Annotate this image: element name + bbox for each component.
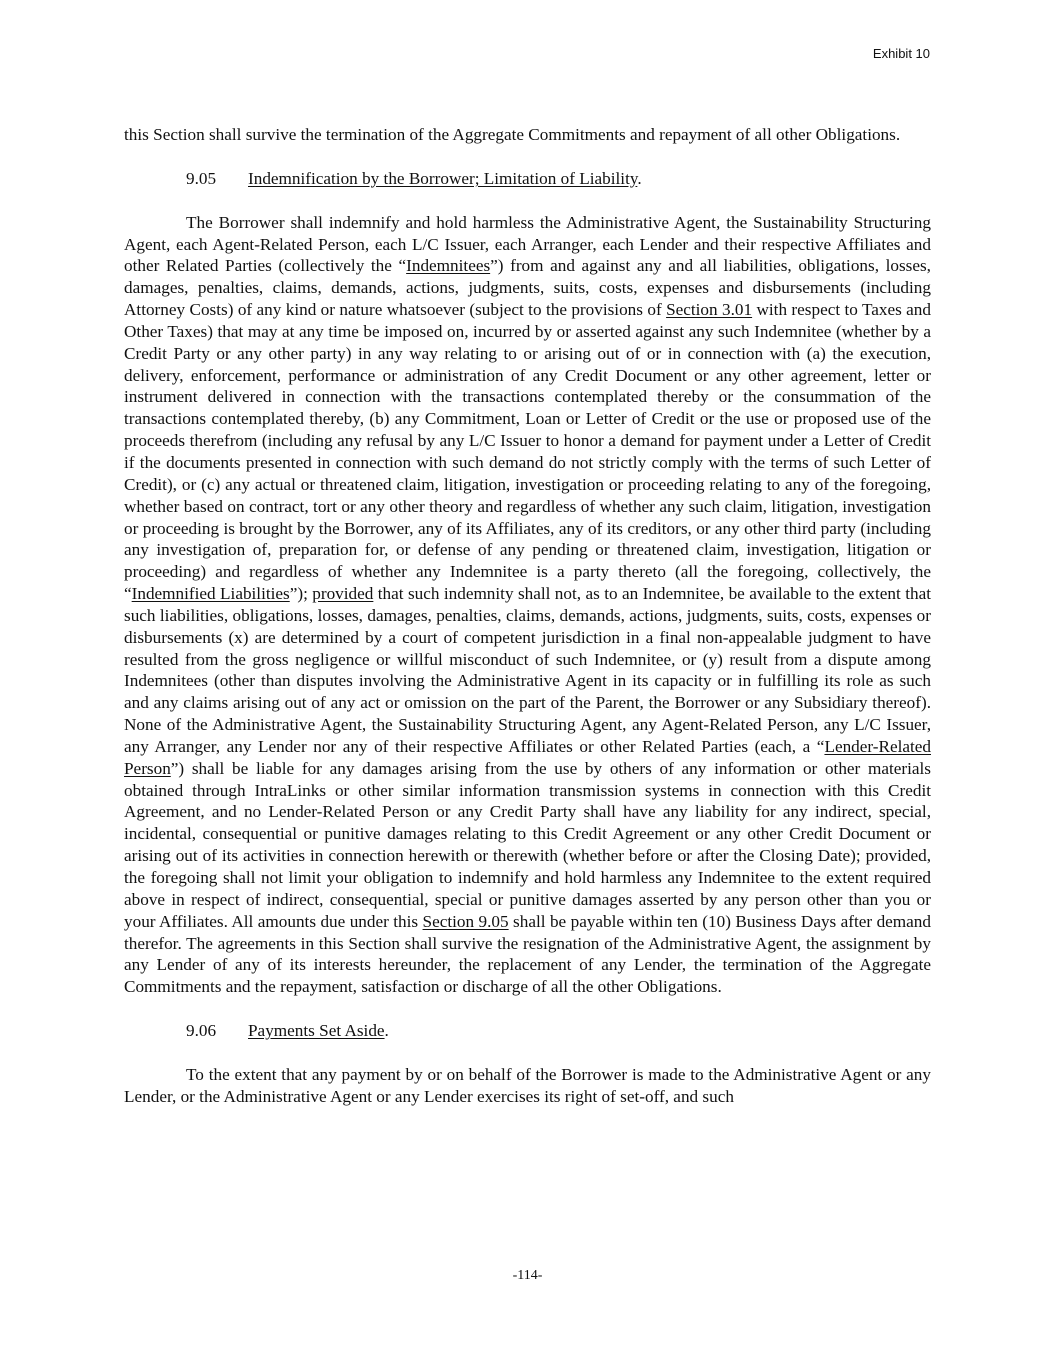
text-run: that such indemnity shall not, as to an Indemnitee, be available to the extent that such liabilities, obligations, losses, damages, penalties, claims, demands, actions, judgments, suits, costs, expenses or disbursements (x) are determined by a court of competent jurisdiction in a final non-appealable judgment to have resulted from the gross negligence or willful misconduct of such Indemnitee, or (y) result from a dispute among Indemnitees (other than disputes involving the Administrative Agent in its capacity or in fulfilling its role as such and any claims arising out of any act or omission on the part of the Parent, the Borrower or any Subsidiary thereof). None of the Administrative Agent, the Sustainability Structuring Agent, any Agent-Related Person, any L/C Issuer, any Arranger, any Lender nor any of their respective Affiliates or other Related Parties (each, a “ [124, 584, 931, 756]
paragraph-indemnification [124, 212, 931, 998]
text-run: with respect to Taxes and Other Taxes) that may at any time be imposed on, incurred by or asserted against any such Indemnitee (whether by a Credit Party or any other party) in any way relating to or arising out of or in connection with (a) the execution, delivery, enforcement, performance or administration of any Credit Document or any other agreement, letter or instrument delivered in connection with the transactions contemplated thereby or the consummation of the transactions contemplated thereby, (b) any Commitment, Loan or Letter of Credit or the use or proposed use of the proceeds therefrom (including any refusal by any L/C Issuer to honor a demand for payment under a Letter of Credit if the documents presented in connection with such demand do not strictly comply with the terms of such Letter of Credit), or (c) any actual or threatened claim, litigation, investigation or proceeding relating to any of the foregoing, whether based on contract, tort or any other theory and regardless of whether any such claim, litigation, investigation or proceeding is brought by the Borrower, any of its Affiliates, any of its creditors, or any other third party (including any investigation of, preparation for, or defense of any pending or threatened claim, investigation, litigation or proceeding) and regardless of whether any Indemnitee is a party thereto (all the foregoing, collectively, the “ [124, 300, 931, 604]
text-run: shall be payable within ten (10) Business Days after demand therefor. The agreements in this Section shall survive the resignation of the Administrative Agent, the assignment by any Lender of any of its interests hereunder, the replacement of any Lender, the termination of the Aggregate Commitments and the repayment, satisfaction or discharge of all the other Obligations. [124, 911, 931, 997]
paragraph-continuation: this Section shall survive the termination of the Aggregate Commitments and repayment of all other Obligations. [124, 125, 901, 144]
section-title-end: . [637, 168, 642, 188]
section-title-end: . [384, 1021, 389, 1041]
section-number: 9.05 [186, 168, 217, 188]
defined-term-indemnitees: Indemnitees [406, 256, 491, 276]
section-heading-9-06 [186, 1020, 931, 1042]
document-body [124, 124, 931, 1108]
section-heading-9-05 [186, 168, 931, 190]
section-title-wrap [248, 1020, 389, 1042]
text-run: ”) from and against any and all liabilities, obligations, losses, damages, penalties, claims, demands, actions, judgments, suits, costs, expenses and disbursements (including Attorney Costs) of any kind or nature whatsoever (subject to the provisions of [124, 256, 931, 320]
defined-term-indemnified-liabilities: Indemnified Liabilities [131, 584, 290, 604]
text-run: ”) shall be liable for any damages arising from the use by others of any information or other materials obtained through IntraLinks or other similar information transmission systems in connection with this Credit Agreement, and no Lender-Related Person or any Credit Party shall have any liability for any indirect, special, incidental, consequential or punitive damages relating to this Credit Agreement or any other Credit Document or arising out of its activities in connection herewith or therewith (whether before or after the Closing Date); provided, the foregoing shall not limit your obligation to indemnify and hold harmless any Indemnitee to the extent required above in respect of indirect, consequential, special or punitive damages asserted by any person other than you or your Affiliates. All amounts due under this [124, 758, 931, 931]
term-provided: provided [312, 584, 374, 604]
section-title: Indemnification by the Borrower; Limitation of Liability [248, 168, 638, 188]
exhibit-label: Exhibit 10 [872, 46, 930, 61]
section-number: 9.06 [186, 1021, 217, 1041]
section-reference: Section 3.01 [666, 300, 753, 320]
section-reference: Section 9.05 [422, 911, 509, 931]
page-number: -114- [512, 1268, 543, 1283]
text-run: ”); [289, 584, 313, 604]
section-title-wrap [248, 168, 642, 190]
text-run: The Borrower shall indemnify and hold harmless the Administrative Agent, the Sustainability Structuring Agent, each Agent-Related Person, each L/C Issuer, each Arranger, each Lender and their respective Affiliates and other Related Parties (collectively the “ [124, 212, 931, 276]
defined-term-lender-related-person: Lender-Related Person [124, 736, 931, 778]
section-title: Payments Set Aside [248, 1021, 385, 1041]
paragraph-payments-set-aside: To the extent that any payment by or on behalf of the Borrower is made to the Administrative Agent or any Lender, or the Administrative Agent or any Lender exercises its right of set-off, and such [124, 1064, 931, 1106]
